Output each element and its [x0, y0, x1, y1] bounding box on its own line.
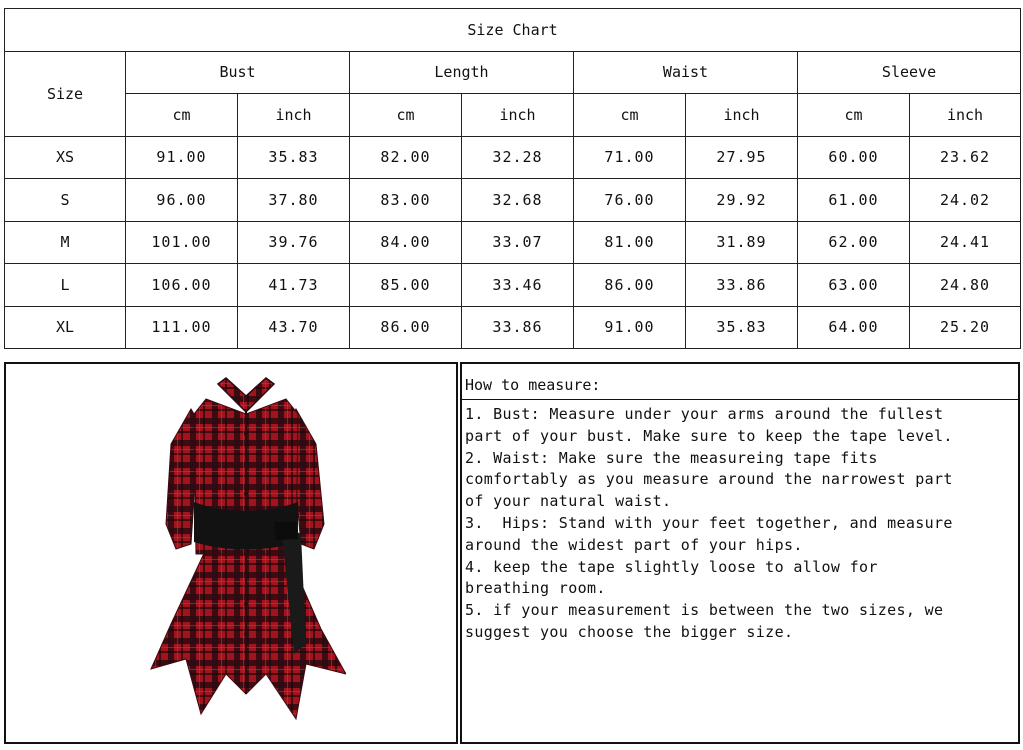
unit-header: inch	[462, 94, 574, 137]
measure-line: around the widest part of your hips.	[465, 535, 803, 554]
measurement-cell: 24.80	[910, 264, 1021, 307]
waist-header: Waist	[574, 51, 798, 94]
measure-line: 3. Hips: Stand with your feet together, and measure	[465, 513, 953, 532]
measurement-cell: 91.00	[574, 306, 686, 349]
measurement-cell: 63.00	[798, 264, 910, 307]
size-label-cell: XL	[5, 306, 126, 349]
measurement-cell: 91.00	[126, 136, 238, 179]
measurement-cell: 43.70	[238, 306, 350, 349]
measurement-cell: 76.00	[574, 179, 686, 222]
measurement-cell: 60.00	[798, 136, 910, 179]
size-label-cell: M	[5, 221, 126, 264]
measurement-cell: 24.02	[910, 179, 1021, 222]
measure-line: 5. if your measurement is between the two sizes, we	[465, 601, 944, 620]
measurement-cell: 61.00	[798, 179, 910, 222]
how-to-measure-heading: How to measure:	[462, 364, 1018, 400]
chart-title: Size Chart	[5, 9, 1021, 52]
size-row	[5, 136, 1021, 179]
measure-line: 2. Waist: Make sure the measureing tape fits	[465, 448, 878, 467]
unit-header: cm	[350, 94, 462, 137]
plaid-dress-image	[146, 374, 346, 732]
measurement-cell: 27.95	[686, 136, 798, 179]
product-image-panel	[4, 362, 458, 744]
measure-line: breathing room.	[465, 579, 606, 598]
measurement-cell: 41.73	[238, 264, 350, 307]
measurement-cell: 24.41	[910, 221, 1021, 264]
measurement-cell: 96.00	[126, 179, 238, 222]
unit-header: cm	[126, 94, 238, 137]
measurement-cell: 33.46	[462, 264, 574, 307]
unit-header: cm	[798, 94, 910, 137]
measurement-cell: 86.00	[574, 264, 686, 307]
measurement-cell: 33.86	[462, 306, 574, 349]
size-label-cell: S	[5, 179, 126, 222]
measurement-cell: 71.00	[574, 136, 686, 179]
bust-header: Bust	[126, 51, 350, 94]
how-to-measure-text	[462, 400, 1018, 644]
measurement-cell: 32.28	[462, 136, 574, 179]
measurement-cell: 85.00	[350, 264, 462, 307]
measurement-cell: 29.92	[686, 179, 798, 222]
how-to-measure-panel	[460, 362, 1020, 744]
measurement-cell: 84.00	[350, 221, 462, 264]
measure-line: suggest you choose the bigger size.	[465, 622, 794, 641]
size-column-header: Size	[5, 51, 126, 136]
measurement-cell: 82.00	[350, 136, 462, 179]
size-row	[5, 306, 1021, 349]
measurement-cell: 23.62	[910, 136, 1021, 179]
measure-line: comfortably as you measure around the narrowest part	[465, 470, 953, 489]
unit-header: inch	[686, 94, 798, 137]
measure-line: part of your bust. Make sure to keep the tape level.	[465, 426, 953, 445]
measurement-cell: 81.00	[574, 221, 686, 264]
measurement-cell: 62.00	[798, 221, 910, 264]
size-row	[5, 221, 1021, 264]
measurement-cell: 86.00	[350, 306, 462, 349]
measurement-cell: 106.00	[126, 264, 238, 307]
measure-line: of your natural waist.	[465, 492, 672, 511]
unit-row	[5, 94, 1021, 137]
measurement-cell: 35.83	[238, 136, 350, 179]
measurement-cell: 33.86	[686, 264, 798, 307]
unit-header: cm	[574, 94, 686, 137]
size-chart-table	[4, 8, 1021, 349]
measurement-cell: 101.00	[126, 221, 238, 264]
measurement-cell: 33.07	[462, 221, 574, 264]
size-rows	[5, 136, 1021, 349]
measurement-cell: 111.00	[126, 306, 238, 349]
size-row	[5, 264, 1021, 307]
measurement-cell: 83.00	[350, 179, 462, 222]
size-row	[5, 179, 1021, 222]
measurement-cell: 37.80	[238, 179, 350, 222]
measurement-cell: 25.20	[910, 306, 1021, 349]
unit-header: inch	[910, 94, 1021, 137]
size-label-cell: L	[5, 264, 126, 307]
sleeve-header: Sleeve	[798, 51, 1021, 94]
measurement-cell: 64.00	[798, 306, 910, 349]
length-header: Length	[350, 51, 574, 94]
unit-header: inch	[238, 94, 350, 137]
measurement-cell: 31.89	[686, 221, 798, 264]
measure-line: 1. Bust: Measure under your arms around the fullest	[465, 405, 944, 423]
measurement-cell: 35.83	[686, 306, 798, 349]
measurement-cell: 39.76	[238, 221, 350, 264]
measurement-cell: 32.68	[462, 179, 574, 222]
size-label-cell: XS	[5, 136, 126, 179]
measure-line: 4. keep the tape slightly loose to allow for	[465, 557, 878, 576]
dress-skirt	[151, 549, 346, 719]
